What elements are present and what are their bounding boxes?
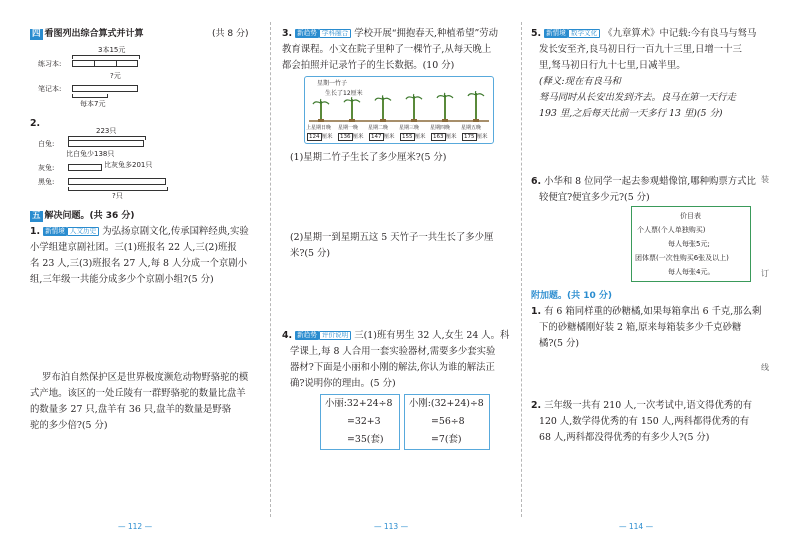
diagram1-bar-notebook [72,60,138,67]
section4-title: 看图列出综合算式并计算 [44,29,144,39]
diagram2-bar-black [68,178,166,185]
diagram1-label-top: 3本15元 [98,46,126,54]
q4-text-1: 学课上,每 8 人合用一套实验器材,需要多少套实验 [290,346,496,357]
extra-q1-text-2: 橘?(5 分) [539,338,580,349]
q4-tag-topic: 评价说明 [319,331,351,340]
extra-q2-text-2: 68 人,两科都没得优秀的有多少人?(5 分) [539,432,710,443]
q5-explain-2: 193 里,之后每天比前一天多行 13 里)(5 分) [539,108,723,119]
q5-line-0 [531,28,756,40]
q1-tag-topic: 人文历史 [67,227,99,236]
bamboo-figure-title: 星期一竹子 [317,80,348,87]
q5-explain-1: 驽马同时从长安出发到齐去。良马在第一天行走 [539,92,736,103]
extra-q1-text-0: 有 6 箱同样重的砂糖橘,如果每箱拿出 6 千克,那么剩 [544,306,762,317]
extra-q2-number: 2. [531,400,542,411]
bamboo-day-5: 星期五晚 [461,125,482,131]
bamboo-day-2: 星期二晚 [368,125,389,131]
bamboo-plant [406,94,422,122]
diagram2-row2-label: 灰兔: [38,164,55,172]
q1-text-2: 名 23 人,三(3)班报名 27 人,每 8 人分成一个京剧小 [30,258,247,269]
margin-char-0: 装 [761,175,769,184]
q2-text-3: 驼的多少倍?(5 分) [30,420,108,431]
page-number-left-value: 112 [127,522,143,531]
q1-text-0: 为弘扬京剧文化,传承国粹经典,实验 [102,226,249,237]
q2-text-2: 的数量多 27 只,盘羊有 36 只,盘羊的数量是野骆 [30,404,232,415]
solution-gang-line2: =56÷8 [431,416,465,427]
section4-score: (共 8 分) [212,29,249,39]
section5-badge: 五 [32,211,41,221]
diagram1-row2-label: 笔记本: [38,85,62,93]
middle-column [270,0,521,543]
extra-title: 附加题。(共 10 分) [531,291,613,301]
q3-text-2: 都会拍照并记录竹子的生长数据。(10 分) [282,60,455,71]
q6-line-0 [531,176,756,188]
extra-q2-text-1: 120 人,数学得优秀的有 150 人,两科都得优秀的有 [539,416,750,427]
q5-text-0: 《九章算术》中记载:今有良马与驽马 [603,28,757,39]
bamboo-day-3: 星期三晚 [399,125,420,131]
diagram1-q: ?元 [110,72,121,80]
page-number-middle: — 113 — [374,522,409,531]
page-number-middle-value: 113 [383,522,399,531]
q3-text-0: 学校开展“拥抱春天,种植希望”劳动 [354,28,499,39]
bamboo-plant [437,93,453,122]
q3-text-1: 教育课程。小文在院子里种了一棵竹子,从每天晚上 [282,44,492,55]
right-column [521,0,800,543]
section4-badge: 四 [32,29,41,39]
q4-text-2: 器材?下面是小丽和小刚的解法,你认为谁的解法正 [290,362,495,373]
q2-text-1: 式产地。该区的一处丘陵有一群野骆驼的数量比盘羊 [30,388,246,399]
bamboo-value-1: 136 厘米 [340,134,364,140]
price-table [631,206,751,282]
left-column [0,0,270,543]
q4-number: 4. [282,330,293,341]
margin-char-1: 订 [761,269,769,278]
bamboo-plant [313,99,329,122]
page-number-right-value: 114 [628,522,644,531]
price-row-1: 个人票(个人单独购买) [637,226,706,234]
bamboo-plant [468,91,484,122]
q6-number: 6. [531,176,542,187]
solution-gang [404,394,490,450]
extra-q1-line-0 [531,306,761,318]
bamboo-day-4: 星期四晚 [430,125,451,131]
q1-line-0 [30,226,249,238]
diagram2-row3-label: 黑兔: [38,178,55,186]
q1-tag-new: 新情境 [45,227,65,235]
q3-sub2a: (2)星期一到星期五这 5 天竹子一共生长了多少厘 [290,232,494,243]
q5-text-1: 发长安至齐,良马初日行一百九十三里,日增一十三 [539,44,742,55]
bamboo-figure-note: 生长了12厘米 [325,90,363,97]
q1-text-3: 组,三年级一共能分成多少个京剧小组?(5 分) [30,274,214,285]
diagram2-label-top: 223只 [96,127,117,135]
section4-header [30,28,144,40]
bamboo-value-3: 155 厘米 [402,134,426,140]
section5-header [30,210,135,222]
bamboo-day-labels [305,122,495,130]
q5-tag-new: 新情境 [546,29,566,37]
margin-char-2: 线 [761,363,769,372]
diagram2-number: 2. [30,118,41,129]
q5-tag-topic: 数学文化 [568,29,600,38]
solution-li-line2: =32+3 [347,416,381,427]
diagram1-bottom: 每本7元 [80,100,106,108]
extra-q2-line-0 [531,400,752,412]
bamboo-plant [344,97,360,122]
bamboo-figure [304,76,494,144]
extra-q2-text-0: 三年级一共有 210 人,一次考试中,语文得优秀的有 [544,400,753,411]
page-number-right: — 114 — [619,522,654,531]
diagram2-row1-label: 白兔: [38,140,55,148]
q1-text-1: 小学组建京剧社团。三(1)班报名 22 人,三(2)班报 [30,242,237,253]
diagram2-note1: 比白兔少138只 [66,150,115,158]
solution-gang-line3: =7(套) [431,434,462,445]
price-row-2: 每人每张5元; [668,240,710,248]
extra-q1-number: 1. [531,306,542,317]
q6-text-1: 较便宜?便宜多少元?(5 分) [539,192,650,203]
solution-gang-line1: 小刚:(32+24)÷8 [409,398,484,409]
diagram2-q: ?只 [112,192,123,200]
q5-number: 5. [531,28,542,39]
q3-tag-new: 新趋势 [297,29,317,37]
diagram1-row1-label: 练习本: [38,60,62,68]
solution-li-line3: =35(套) [347,434,384,445]
q2-text-0: 罗布泊自然保护区是世界极度濒危动物野骆驼的模 [42,372,249,383]
q3-sub2b: 米?(5 分) [290,248,331,259]
bamboo-day-1: 星期一晚 [338,125,359,131]
q3-line-0 [282,28,498,40]
diagram1-brace [72,55,140,59]
q4-text-0: 三(1)班有男生 32 人,女生 24 人。科 [354,330,510,341]
q5-text-2: 里,驽马初日行九十七里,日减半里。 [539,60,686,71]
q5-explain-0: (释义:现在有良马和 [539,76,621,87]
solution-li-line1: 小丽:32+24÷8 [325,398,393,409]
section5-title: 解决问题。(共 36 分) [44,211,135,221]
q4-text-3: 确?说明你的理由。(5 分) [290,378,396,389]
bamboo-plants [313,91,484,122]
bamboo-value-5: 175 厘米 [464,134,488,140]
diagram2-note2: 比灰兔多201只 [104,161,153,169]
price-row-3: 团体票(一次性购买6张及以上) [635,254,729,262]
bamboo-value-2: 147 厘米 [371,134,395,140]
diagram2-bar-grey [68,164,102,171]
bamboo-plant [375,95,391,122]
bamboo-value-0: 124 厘米 [309,134,333,140]
page-number-left: — 112 — [118,522,153,531]
bamboo-value-4: 163 厘米 [433,134,457,140]
bamboo-values [305,131,495,141]
q4-line-0 [282,330,509,342]
q1-number: 1. [30,226,41,237]
price-table-title: 价目表 [680,212,701,220]
diagram2-bar-white [68,140,144,147]
q3-number: 3. [282,28,293,39]
diagram1-bar-note [72,85,138,92]
q6-text-0: 小华和 8 位同学一起去参观蜡像馆,哪种购票方式比 [544,176,756,187]
solution-li [320,394,400,450]
bamboo-day-0: 上星期日晚 [306,125,332,131]
q4-tag-new: 新趋势 [297,331,317,339]
q3-sub1: (1)星期二竹子生长了多少厘米?(5 分) [290,152,447,163]
extra-q1-text-1: 下的砂糖橘刚好装 2 箱,原来每箱装多少千克砂糖 [539,322,742,333]
price-row-4: 每人每张4元。 [668,268,715,276]
q3-tag-topic: 学科融合 [319,29,351,38]
